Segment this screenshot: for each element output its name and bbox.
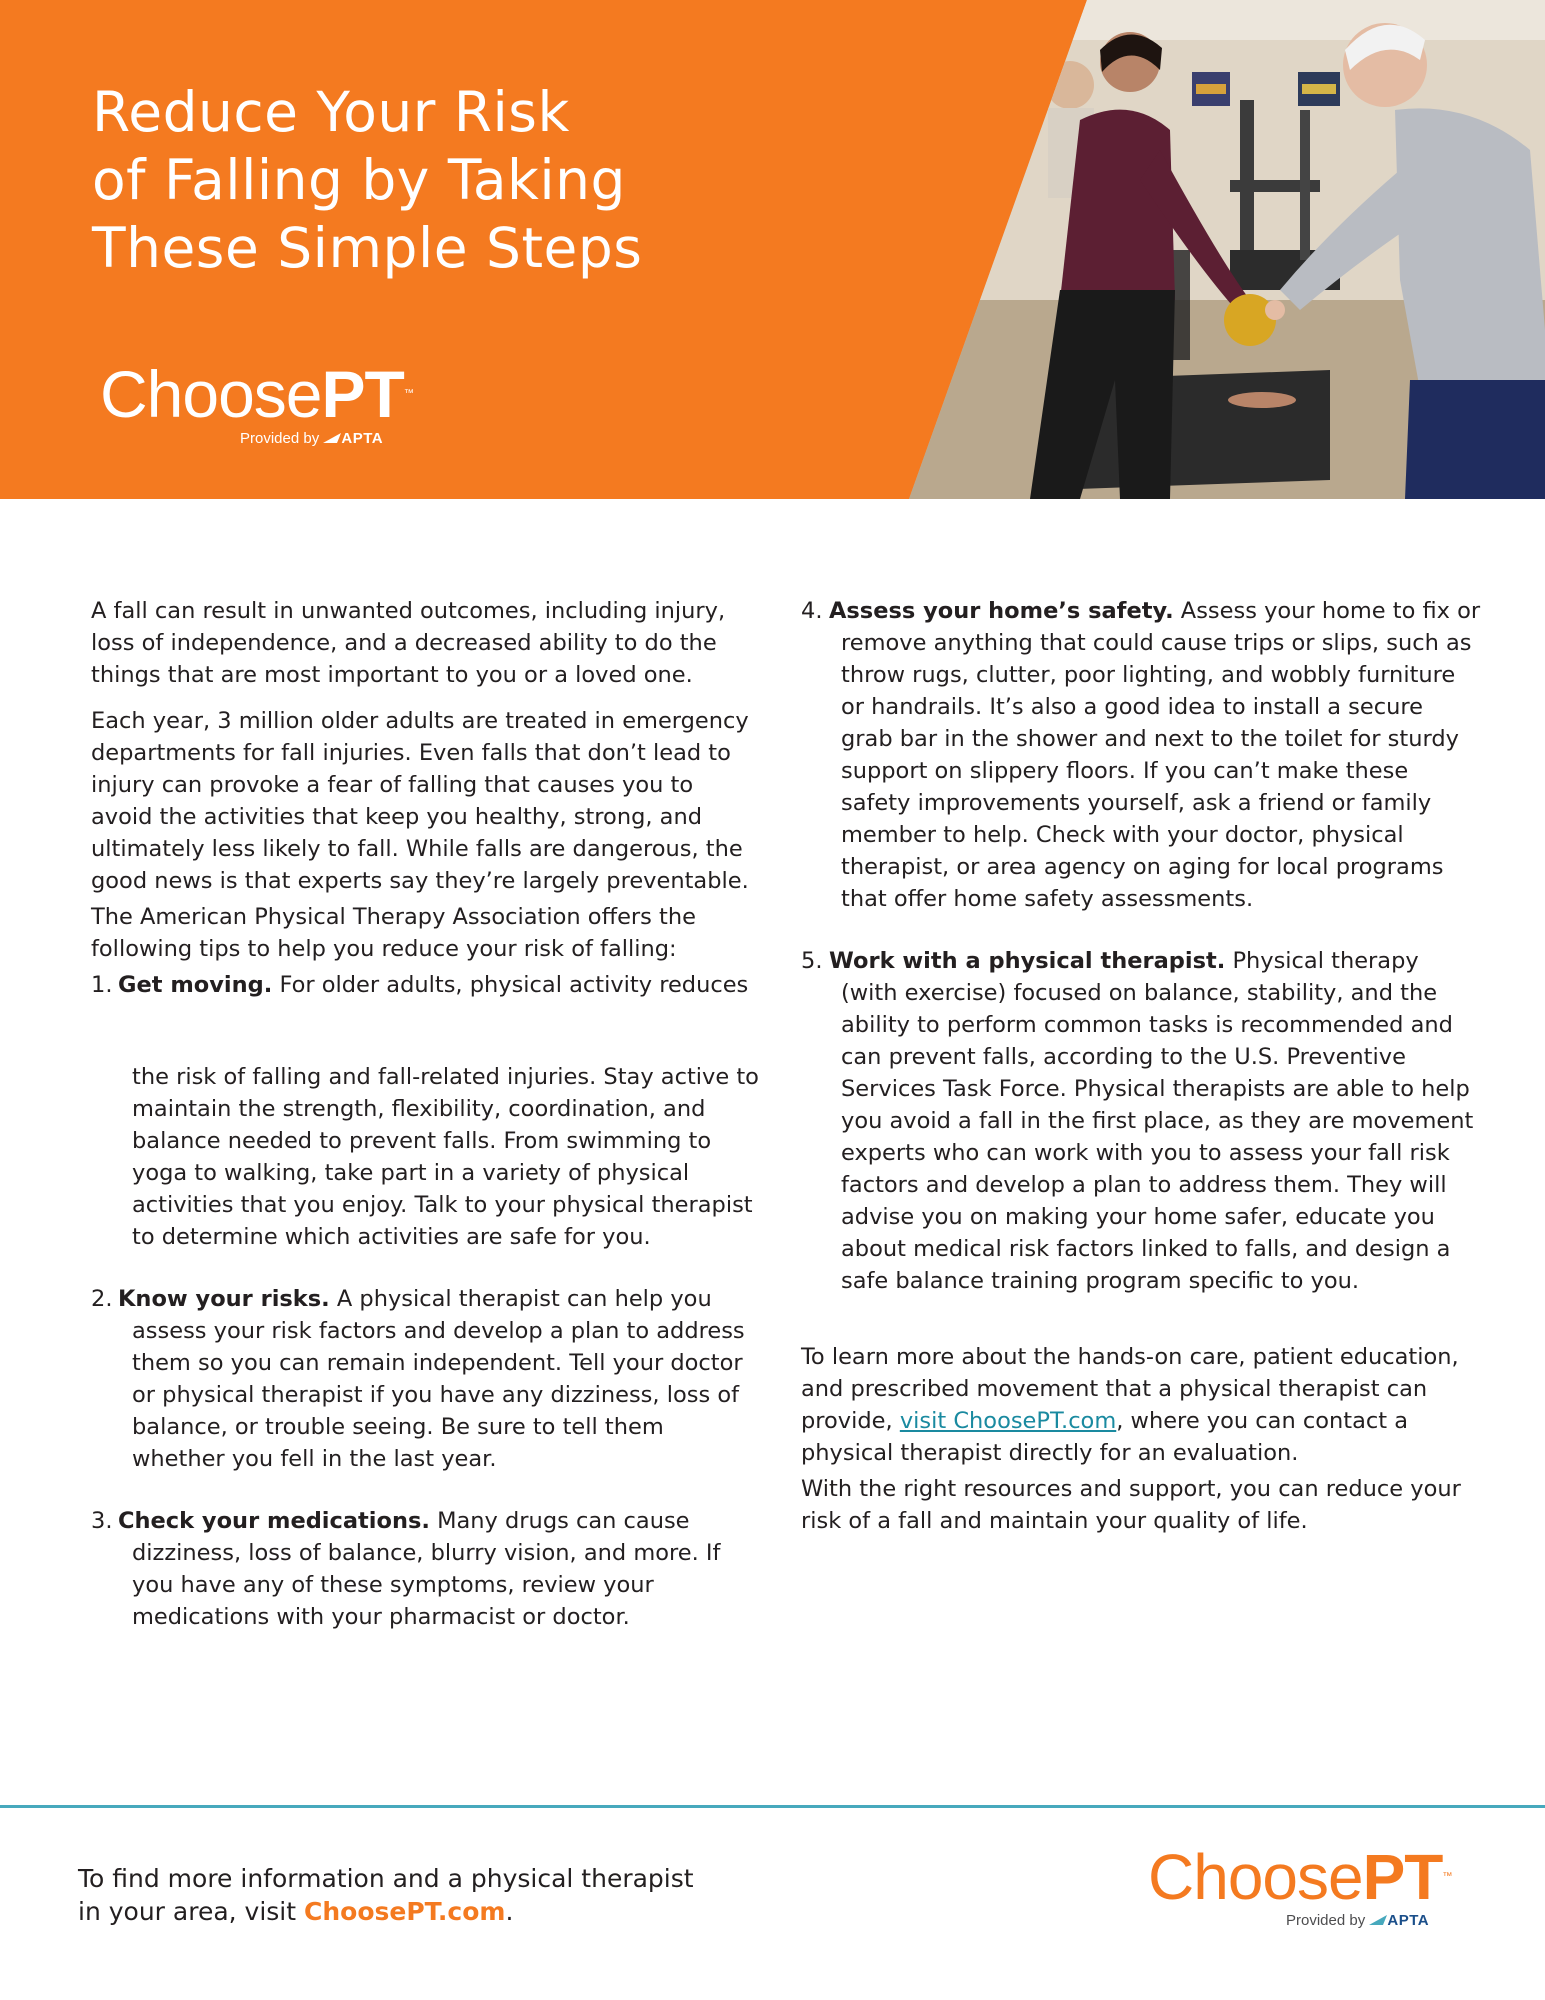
tip-3	[91, 1505, 761, 1633]
choosept-logo-footer	[1148, 1842, 1478, 1932]
footer-line-1: To find more information and a physical therapist	[78, 1864, 694, 1893]
footer-info	[78, 1862, 694, 1928]
title-line-1: Reduce Your Risk	[92, 80, 570, 144]
footer-logo-wordmark	[1148, 1842, 1451, 1912]
provided-by-label: Provided by	[240, 430, 320, 447]
page-title	[92, 78, 732, 282]
apta-wing-icon	[323, 432, 341, 444]
tip-4-text: Assess your home to fix or remove anything that could cause trips or slips, such as throw rugs, clutter, poor lighting, and wobbly furniture or handrails. It’s also a good idea to install a secure grab bar in the shower and next to the toilet for sturdy support on slippery floors. If you can’t make these safety improvements yourself, ask a friend or family member to help. Check with your doctor, physical therapist, or area agency on aging for local programs that offer home safety assessments.	[841, 598, 1481, 912]
tip-4-title: Assess your home’s safety.	[829, 598, 1174, 624]
tip-5-text: Physical therapy (with exercise) focused on balance, stability, and the ability to perform common tasks is recommended and can prevent falls, according to the U.S. Preventive Services Task Force. Physical therapists are able to help you avoid a fall in the first place, as they are movement experts who can work with you to assess your fall risk factors and develop a plan to address them. They will advise you on making your home safer, educate you about medical risk factors linked to falls, and design a safe balance training program specific to you.	[841, 948, 1474, 1294]
tip-5	[801, 945, 1481, 1297]
closing-paragraph-1	[801, 1341, 1481, 1469]
tip-2	[91, 1283, 761, 1475]
tip-3-title: Check your medications.	[118, 1508, 430, 1534]
title-line-3: These Simple Steps	[92, 216, 643, 280]
footer-logo-pt: PT	[1362, 1841, 1443, 1913]
footer-line-2	[78, 1895, 694, 1928]
tip-1	[91, 969, 761, 1001]
tip-1-title: Get moving.	[118, 972, 273, 998]
logo-choose: Choose	[100, 357, 322, 431]
tip-2-title: Know your risks.	[118, 1286, 330, 1312]
tip-4	[801, 595, 1481, 915]
logo-tm: ™	[403, 388, 413, 399]
tip-1-number: 1.	[91, 972, 113, 998]
header-banner	[0, 0, 1545, 499]
closing-paragraph-2: With the right resources and support, you can reduce your risk of a fall and maintain your quality of life.	[801, 1476, 1461, 1534]
choosept-link[interactable]: visit ChoosePT.com	[899, 1408, 1117, 1434]
footer-line-2-after: .	[505, 1897, 514, 1926]
tip-2-number: 2.	[91, 1286, 113, 1312]
tip-2-text: A physical therapist can help you assess your risk factors and develop a plan to address them so you can remain independent. Tell your doctor or physical therapist if you have any dizziness, loss of balance, or trouble seeing. Be sure to tell them whether you fell in the last year.	[132, 1286, 745, 1472]
footer-logo-tm: ™	[1442, 1871, 1452, 1882]
tip-5-title: Work with a physical therapist.	[829, 948, 1226, 974]
footer-divider	[0, 1805, 1545, 1808]
logo-provided-by	[240, 430, 383, 447]
left-column	[91, 595, 761, 1633]
intro-paragraph-3: The American Physical Therapy Association offers the following tips to help you reduce your risk of falling:	[91, 904, 696, 962]
footer-apta-label: APTA	[1387, 1912, 1430, 1929]
title-line-2: of Falling by Taking	[92, 148, 626, 212]
logo-wordmark	[100, 358, 413, 430]
intro-paragraph-2: Each year, 3 million older adults are treated in emergency departments for fall injuries. Even falls that don’t lead to injury can provoke a fear of falling that causes you to avoid the activities that keep you healthy, strong, and ultimately less likely to fall. While falls are dangerous, the good news is that experts say they’re largely preventable.	[91, 708, 749, 894]
footer-provided-by-label: Provided by	[1286, 1912, 1366, 1929]
logo-pt: PT	[321, 357, 404, 431]
footer-line-2-before: in your area, visit	[78, 1897, 305, 1926]
tip-3-number: 3.	[91, 1508, 113, 1534]
right-column	[801, 595, 1481, 1537]
footer-logo-provided-by	[1286, 1912, 1429, 1929]
footer-choosept-link[interactable]: ChoosePT.com	[304, 1897, 506, 1926]
closing-text-before: To learn more about the hands-on care, patient education, and prescribed movement that a physical therapist can provide,	[801, 1344, 1459, 1434]
footer-apta-wing-icon	[1369, 1914, 1387, 1926]
intro-paragraph-1: A fall can result in unwanted outcomes, including injury, loss of independence, and a decreased ability to do the things that are most important to you or a loved one.	[91, 598, 726, 688]
choosept-logo-header	[100, 358, 430, 454]
tip-4-number: 4.	[801, 598, 823, 624]
tip-1-text-a: For older adults, physical activity reduces	[279, 972, 749, 998]
closing-text-after: , where you can contact a physical therapist directly for an evaluation.	[801, 1408, 1409, 1466]
tip-3-text: Many drugs can cause dizziness, loss of balance, blurry vision, and more. If you have any of these symptoms, review your medications with your pharmacist or doctor.	[132, 1508, 721, 1630]
footer-logo-choose: Choose	[1148, 1841, 1363, 1913]
tip-1-text-b: the risk of falling and fall-related injuries. Stay active to maintain the strength, flexibility, coordination, and balance needed to prevent falls. From swimming to yoga to walking, take part in a variety of physical activities that you enjoy. Talk to your physical therapist to determine which activities are safe for you.	[132, 1064, 759, 1250]
tip-5-number: 5.	[801, 948, 823, 974]
apta-label: APTA	[341, 430, 384, 447]
